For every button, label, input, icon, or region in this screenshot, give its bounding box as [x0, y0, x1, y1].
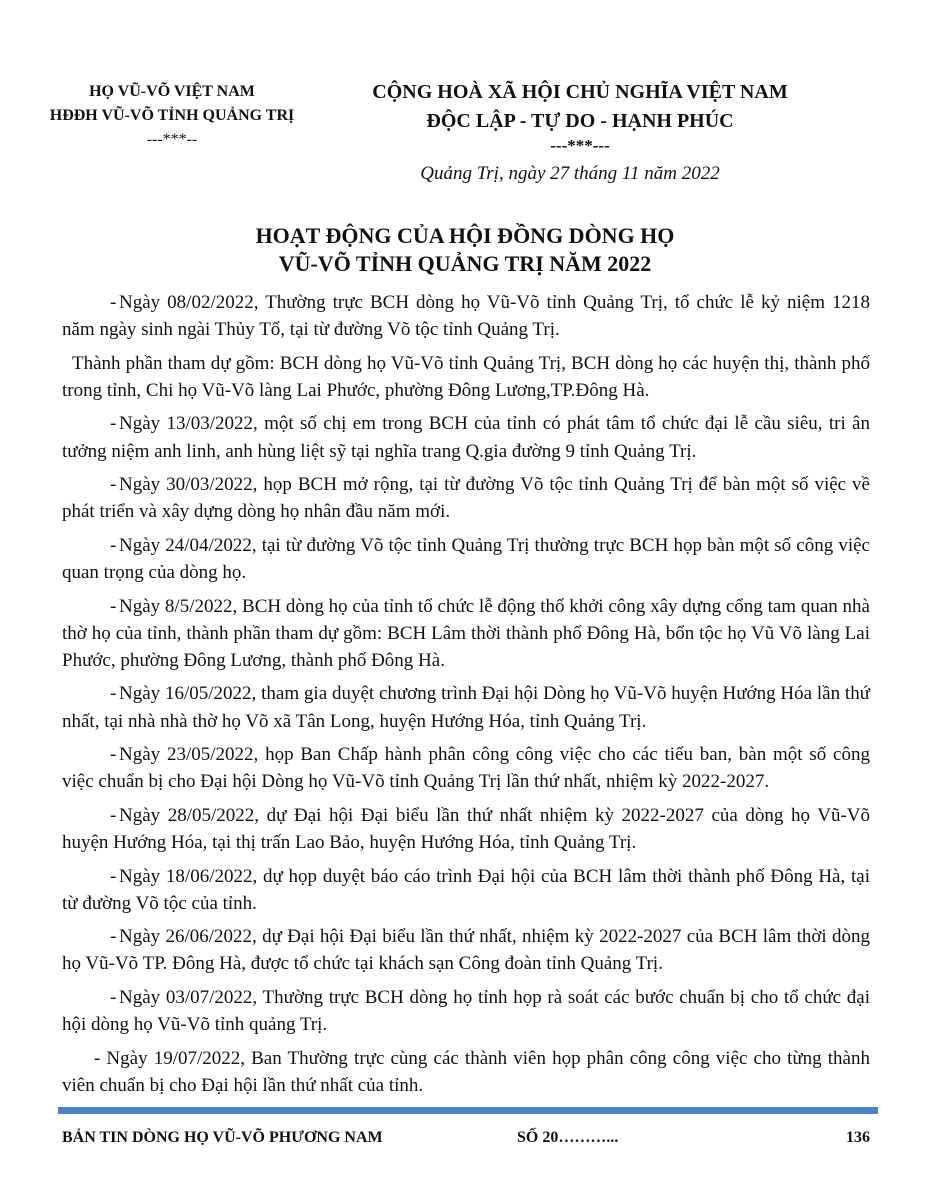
publication-name: BẢN TIN DÒNG HỌ VŨ-VÕ PHƯƠNG NAM [62, 1129, 383, 1146]
activity-list [62, 289, 870, 1105]
list-item [62, 471, 870, 525]
nation-header [320, 78, 840, 156]
bullet-dash: - [110, 534, 117, 556]
list-item [62, 802, 870, 856]
list-item [62, 410, 870, 464]
list-item [62, 863, 870, 917]
item-text: Ngày 8/5/2022, BCH dòng họ của tỉnh tổ chức lễ động thổ khởi công xây dựng cổng tam quan nhà thờ họ của tỉnh, thành phần tham dự gồm: BCH Lâm thời thành phố Đông Hà, bổn tộc họ Vũ Võ làng Lai Phước, phường Đông Lương, thành phố Đông Hà. [62, 595, 870, 671]
org-name-line1: HỌ VŨ-VÕ VIỆT NAM [89, 83, 255, 100]
page-footer [62, 1128, 870, 1150]
bullet-dash: - [110, 804, 117, 826]
item-text: Ngày 13/03/2022, một số chị em trong BCH của tỉnh có phát tâm tổ chức đại lễ cầu siêu, tri ân tưởng niệm anh linh, anh hùng liệt sỹ tại nghĩa trang Q.gia đường 9 tỉnh Quảng Trị. [62, 413, 870, 462]
document-title [60, 222, 870, 278]
list-item [62, 741, 870, 795]
list-item [62, 923, 870, 977]
bullet-dash: - [110, 683, 117, 705]
bullet-dash: - [110, 474, 117, 496]
organization-header [22, 80, 322, 152]
item-text: Ngày 18/06/2022, dự họp duyệt báo cáo trình Đại hội của BCH lâm thời thành phố Đông Hà, tại từ đường Võ tộc của tỉnh. [62, 865, 870, 914]
list-item [62, 984, 870, 1038]
item-text: Ngày 16/05/2022, tham gia duyệt chương trình Đại hội Dòng họ Vũ-Võ huyện Hướng Hóa lần thứ nhất, tại nhà nhà thờ họ Võ xã Tân Long, huyện Hướng Hóa, tỉnh Quảng Trị. [62, 683, 870, 732]
page-number: 136 [846, 1129, 870, 1146]
item-text: Ngày 26/06/2022, dự Đại hội Đại biểu lần thứ nhất, nhiệm kỳ 2022-2027 của BCH lâm thời dòng họ Vũ-Võ TP. Đông Hà, được tổ chức tại khách sạn Công đoàn tỉnh Quảng Trị. [62, 926, 870, 975]
bullet-dash: - [110, 986, 117, 1008]
nation-stars: ---***--- [550, 136, 610, 155]
item-text: - Ngày 19/07/2022, Ban Thường trực cùng các thành viên họp phân công công việc cho từng thành viên chuẩn bị cho Đại hội lần thứ nhất của tỉnh. [62, 1047, 870, 1096]
item-text: Ngày 24/04/2022, tại từ đường Võ tộc tỉnh Quảng Trị thường trực BCH họp bàn một số công việc quan trọng của dòng họ. [62, 534, 870, 584]
list-item [62, 593, 870, 675]
bullet-dash: - [110, 595, 117, 617]
bullet-dash: - [110, 292, 117, 313]
bullet-dash: - [110, 413, 117, 435]
nation-line1: CỘNG HOÀ XÃ HỘI CHỦ NGHĨA VIỆT NAM [372, 81, 788, 103]
nation-line2: ĐỘC LẬP - TỰ DO - HẠNH PHÚC [426, 110, 734, 132]
title-line1: HOẠT ĐỘNG CỦA HỘI ĐỒNG DÒNG HỌ [255, 223, 675, 248]
item-text: Ngày 28/05/2022, dự Đại hội Đại biểu lần thứ nhất nhiệm kỳ 2022-2027 của dòng họ Vũ-Võ huyện Hướng Hóa, tại thị trấn Lao Bảo, huyện Hướng Hóa, tỉnh Quảng Trị. [62, 804, 870, 854]
list-item [62, 532, 870, 586]
item-text: Ngày 03/07/2022, Thường trực BCH dòng họ tỉnh họp rà soát các bước chuẩn bị cho tổ chức đại hội dòng họ Vũ-Võ tỉnh quảng Trị. [62, 986, 870, 1036]
list-item [62, 289, 870, 343]
document-date: Quảng Trị, ngày 27 tháng 11 năm 2022 [420, 163, 720, 184]
issue-number: SỐ 20………... [517, 1129, 619, 1146]
footer-divider [58, 1107, 878, 1114]
item-text: Ngày 30/03/2022, họp BCH mở rộng, tại từ đường Võ tộc tỉnh Quảng Trị để bàn một số việc về phát triển và xây dựng dòng họ nhân đầu năm mới. [62, 474, 870, 523]
org-name-line2: HĐĐH VŨ-VÕ TỈNH QUẢNG TRỊ [49, 107, 295, 124]
item-text: Ngày 23/05/2022, họp Ban Chấp hành phân công công việc cho các tiểu ban, bàn một số công việc chuẩn bị cho Đại hội Dòng họ Vũ-Võ tỉnh Quảng Trị lần thứ nhất, nhiệm kỳ 2022-2027. [62, 744, 870, 793]
title-line2: VŨ-VÕ TỈNH QUẢNG TRỊ NĂM 2022 [278, 251, 652, 276]
list-item [62, 1045, 870, 1099]
item-text: Thành phần tham dự gồm: BCH dòng họ Vũ-Võ tỉnh Quảng Trị, BCH dòng họ các huyện thị, thành phố trong tỉnh, Chi họ Vũ-Võ làng Lai Phước, phường Đông Lương,TP.Đông Hà. [62, 352, 870, 401]
bullet-dash: - [110, 865, 117, 887]
list-item [62, 350, 870, 404]
bullet-dash: - [110, 744, 117, 766]
org-stars: ---***-- [146, 131, 198, 148]
item-text: Ngày 08/02/2022, Thường trực BCH dòng họ Vũ-Võ tỉnh Quảng Trị, tổ chức lễ kỷ niệm 1218 năm ngày sinh ngài Thủy Tổ, tại từ đường Võ tộc tỉnh Quảng Trị. [62, 292, 870, 341]
list-item [62, 680, 870, 734]
bullet-dash: - [110, 926, 117, 948]
